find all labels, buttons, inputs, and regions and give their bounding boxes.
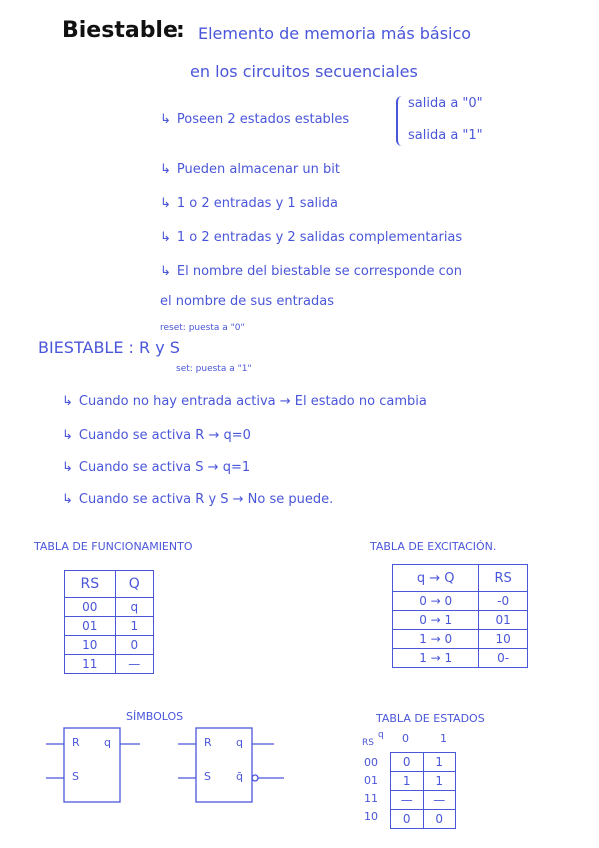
table-cell: q	[115, 598, 153, 617]
definition-line-2: en los circuitos secuenciales	[190, 62, 418, 81]
arrow-icon: ↳	[62, 460, 73, 475]
func-table-title: TABLA DE FUNCIONAMIENTO	[34, 540, 193, 553]
case-2-text: Cuando se activa R → q=0	[78, 428, 251, 443]
arrow-icon: ↳	[160, 230, 171, 245]
table-cell: —	[115, 655, 153, 674]
rs-heading: BIESTABLE : R y S	[38, 338, 180, 357]
output-1: salida a "1"	[408, 128, 483, 143]
table-cell: 1 → 1	[393, 649, 479, 668]
symbol1-q-label: q	[104, 736, 111, 749]
table-cell: 0-	[479, 649, 528, 668]
symbols-title: SÍMBOLOS	[126, 710, 184, 723]
table-cell: 1	[391, 772, 424, 791]
state-table	[390, 752, 456, 829]
state-col-1: 1	[440, 732, 447, 745]
table-row	[391, 753, 456, 772]
state-row-label: 01	[364, 774, 378, 787]
arrow-icon: ↳	[160, 264, 171, 279]
table-cell: —	[423, 791, 456, 810]
table-row	[391, 772, 456, 791]
output-0: salida a "0"	[408, 96, 483, 111]
table-cell: 0	[423, 810, 456, 829]
title-colon: :	[176, 18, 185, 43]
table-cell: —	[391, 791, 424, 810]
state-corner-rs: RS	[362, 738, 374, 748]
arrow-icon: ↳	[62, 492, 73, 507]
symbol1-s-label: S	[72, 770, 79, 783]
state-table-title: TABLA DE ESTADOS	[376, 712, 485, 725]
table-cell: 0 → 1	[393, 611, 479, 630]
symbol2-q-label: q	[236, 736, 243, 749]
table-cell: 11	[65, 655, 116, 674]
property-5-text: El nombre del biestable se corresponde con	[176, 264, 462, 279]
case-3-text: Cuando se activa S → q=1	[78, 460, 251, 475]
exc-table-title: TABLA DE EXCITACIÓN.	[370, 540, 497, 553]
arrow-icon: ↳	[62, 428, 73, 443]
state-row-label: 00	[364, 756, 378, 769]
symbol2-s-label: S	[204, 770, 211, 783]
state-row-label: 10	[364, 810, 378, 823]
case-4-text: Cuando se activa R y S → No se puede.	[78, 492, 334, 507]
table-cell: 0	[391, 810, 424, 829]
arrow-icon: ↳	[160, 162, 171, 177]
case-1-text: Cuando no hay entrada activa → El estado no cambia	[78, 394, 427, 409]
property-3-text: 1 o 2 entradas y 1 salida	[176, 196, 338, 211]
page-title: Biestable	[62, 18, 178, 43]
table-cell: 1 → 0	[393, 630, 479, 649]
table-cell: 1	[423, 772, 456, 791]
symbol2-r-label: R	[204, 736, 212, 749]
table-cell: 00	[65, 598, 116, 617]
property-1-text: Poseen 2 estados estables	[176, 112, 350, 127]
definition-line-1: Elemento de memoria más básico	[198, 24, 472, 43]
note-reset: reset: puesta a "0"	[160, 323, 245, 333]
state-col-0: 0	[402, 732, 409, 745]
table-cell: 0	[391, 753, 424, 772]
table-cell: 10	[65, 636, 116, 655]
table-cell: 01	[479, 611, 528, 630]
header-cell: RS	[479, 565, 528, 592]
header-cell: Q	[115, 571, 153, 598]
symbol1-r-label: R	[72, 736, 80, 749]
state-corner-q: q	[378, 730, 384, 740]
property-5-cont: el nombre de sus entradas	[160, 294, 334, 309]
table-cell: 01	[65, 617, 116, 636]
table-cell: 0 → 0	[393, 592, 479, 611]
table-row	[391, 791, 456, 810]
note-set: set: puesta a "1"	[176, 364, 252, 374]
arrow-icon: ↳	[160, 196, 171, 211]
table-cell: 10	[479, 630, 528, 649]
symbol2-qbar-label: q̄	[236, 770, 243, 783]
property-2-text: Pueden almacenar un bit	[176, 162, 340, 177]
table-cell: 1	[115, 617, 153, 636]
table-cell: 1	[423, 753, 456, 772]
header-cell: RS	[65, 571, 116, 598]
arrow-icon: ↳	[160, 112, 171, 127]
header-cell: q → Q	[393, 565, 479, 592]
table-cell: -0	[479, 592, 528, 611]
table-cell: 0	[115, 636, 153, 655]
state-row-label: 11	[364, 792, 378, 805]
table-row	[391, 810, 456, 829]
property-4-text: 1 o 2 entradas y 2 salidas complementarias	[176, 230, 463, 245]
arrow-icon: ↳	[62, 394, 73, 409]
